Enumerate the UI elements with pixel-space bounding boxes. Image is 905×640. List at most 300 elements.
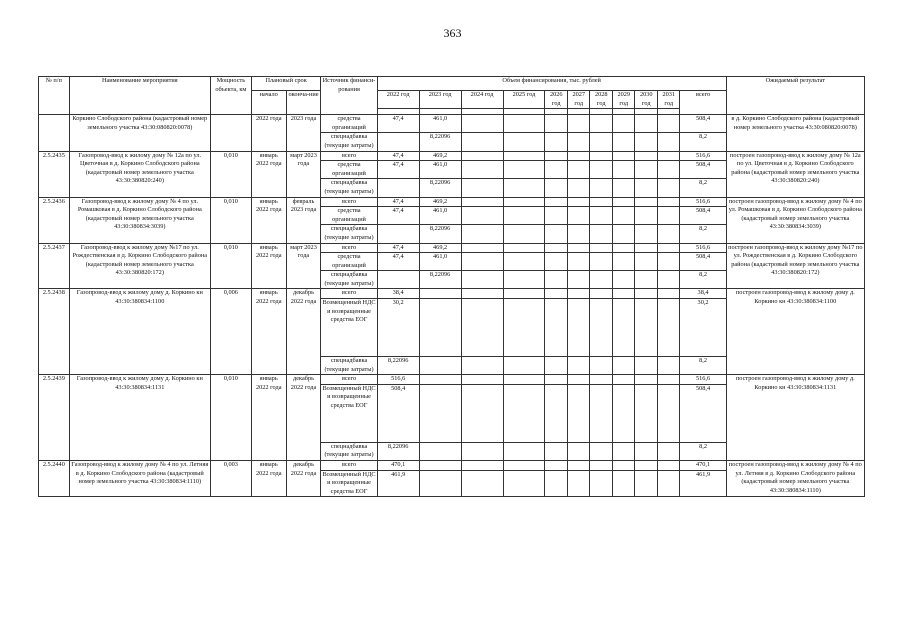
value-total: 470,1 [680, 461, 726, 471]
empty-year-cell [635, 207, 658, 225]
item-number [39, 115, 70, 151]
empty-year-cell [545, 289, 568, 299]
table-header [39, 77, 865, 115]
empty-year-cell [657, 461, 680, 471]
empty-year-cell [545, 299, 568, 357]
empty-year-cell [635, 151, 658, 161]
funding-source: средства организаций [321, 161, 377, 179]
header-num: № п/п [39, 77, 70, 115]
header-year: 2031 год [657, 91, 680, 109]
empty-year-cell [635, 289, 658, 299]
header-source: Источник финанси-рования [321, 77, 377, 115]
value-total: 8,2 [680, 442, 726, 460]
item-start: январь 2022 года [251, 375, 286, 461]
item-start: январь 2022 года [251, 151, 286, 197]
header-end: оконча-ние [286, 91, 321, 115]
empty-year-cell [567, 357, 590, 375]
empty-year-cell [461, 243, 503, 253]
empty-year-cell [612, 470, 635, 497]
empty-year-cell [503, 253, 545, 271]
funding-source: спецнадбавка (текущие затраты) [321, 179, 377, 197]
empty-year-cell [503, 161, 545, 179]
empty-year-cell [590, 461, 613, 471]
value-total: 8,2 [680, 133, 726, 151]
empty-year-cell [635, 133, 658, 151]
empty-year-cell [590, 289, 613, 299]
value-2023 [419, 375, 461, 385]
value-2022: 30,2 [377, 299, 419, 357]
value-2023: 461,0 [419, 207, 461, 225]
empty-year-cell [590, 133, 613, 151]
value-total: 8,2 [680, 357, 726, 375]
empty-year-cell [567, 151, 590, 161]
item-end: 2023 года [286, 115, 321, 151]
empty-year-cell [545, 207, 568, 225]
item-number: 2.5.2438 [39, 289, 70, 375]
value-2022: 47,4 [377, 243, 419, 253]
funding-source: всего [321, 243, 377, 253]
empty-year-cell [461, 384, 503, 442]
empty-year-cell [461, 225, 503, 243]
empty-year-cell [612, 384, 635, 442]
empty-year-cell [590, 207, 613, 225]
value-2022: 47,4 [377, 253, 419, 271]
empty-year-cell [612, 151, 635, 161]
empty-year-cell [612, 179, 635, 197]
empty-year-cell [635, 115, 658, 133]
header-year: 2022 год [377, 91, 419, 109]
empty-year-cell [657, 197, 680, 207]
item-power: 0,010 [210, 375, 251, 461]
empty-year-cell [657, 384, 680, 442]
empty-year-cell [503, 357, 545, 375]
empty-year-cell [545, 271, 568, 289]
item-start: январь 2022 года [251, 461, 286, 497]
empty-year-cell [545, 161, 568, 179]
item-number: 2.5.2437 [39, 243, 70, 289]
value-total: 461,9 [680, 470, 726, 497]
empty-year-cell [567, 179, 590, 197]
empty-year-cell [545, 115, 568, 133]
empty-year-cell [461, 197, 503, 207]
empty-year-cell [567, 225, 590, 243]
table-body [39, 115, 865, 497]
empty-year-cell [657, 299, 680, 357]
empty-year-cell [635, 197, 658, 207]
empty-year-cell [657, 375, 680, 385]
value-2023: 469,2 [419, 151, 461, 161]
empty-year-cell [657, 271, 680, 289]
item-result: построен газопровод-ввод к жилому дому № 12а по ул. Цветочная в д. Коркино Слободского района (кадастровый номер земельного участка 43:30:380820:240) [726, 151, 864, 197]
value-2023: 461,0 [419, 161, 461, 179]
page-number: 363 [443, 26, 462, 40]
empty-year-cell [545, 375, 568, 385]
funding-source: средства организаций [321, 115, 377, 133]
empty-year-cell [503, 289, 545, 299]
table-row [39, 243, 865, 253]
empty-year-cell [567, 470, 590, 497]
empty-year-cell [635, 179, 658, 197]
empty-year-cell [590, 470, 613, 497]
empty-year-cell [657, 357, 680, 375]
value-2023 [419, 442, 461, 460]
value-2022: 508,4 [377, 384, 419, 442]
item-name: Газопровод-ввод к жилому дому № 4 по ул. Ромашковая в д. Коркино Слободского района (кадастровый номер земельного участка 43:30:380834:3039) [69, 197, 210, 243]
empty-year-cell [657, 442, 680, 460]
empty-year-cell [657, 161, 680, 179]
value-2023 [419, 470, 461, 497]
value-2022 [377, 179, 419, 197]
empty-year-cell [657, 133, 680, 151]
empty-year-cell [612, 442, 635, 460]
header-year: 2025 год [503, 91, 545, 109]
value-2023 [419, 357, 461, 375]
item-result: построен газопровод-ввод к жилому дому д. Коркино кн 43:30:380834:1131 [726, 375, 864, 461]
empty-year-cell [590, 442, 613, 460]
value-total: 38,4 [680, 289, 726, 299]
funding-source: всего [321, 289, 377, 299]
value-total: 508,4 [680, 207, 726, 225]
empty-year-cell [657, 151, 680, 161]
header-year: 2030 год [635, 91, 658, 109]
value-2023: 469,2 [419, 243, 461, 253]
empty-year-cell [503, 115, 545, 133]
item-end: декабрь 2022 года [286, 375, 321, 461]
funding-source: Возмещенный НДС и возвращенные средства ЕОГ [321, 384, 377, 442]
table-row [39, 375, 865, 385]
empty-year-cell [503, 207, 545, 225]
empty-year-cell [567, 299, 590, 357]
empty-year-cell [657, 253, 680, 271]
value-total: 508,4 [680, 384, 726, 442]
value-2023: 8,22096 [419, 271, 461, 289]
value-total: 8,2 [680, 179, 726, 197]
empty-year-cell [657, 207, 680, 225]
empty-year-cell [590, 253, 613, 271]
item-number: 2.5.2439 [39, 375, 70, 461]
empty-year-cell [590, 225, 613, 243]
empty-year-cell [545, 151, 568, 161]
value-2022: 461,9 [377, 470, 419, 497]
value-total: 516,6 [680, 151, 726, 161]
empty-year-cell [590, 161, 613, 179]
header-result: Ожидаемый результат [726, 77, 864, 115]
header-total: всего [680, 91, 726, 115]
empty-year-cell [590, 151, 613, 161]
value-total: 30,2 [680, 299, 726, 357]
empty-year-cell [461, 271, 503, 289]
empty-year-cell [590, 384, 613, 442]
empty-year-cell [545, 243, 568, 253]
empty-year-cell [503, 461, 545, 471]
empty-year-cell [461, 461, 503, 471]
item-name: Коркино Слободского района (кадастровый номер земельного участка 43:30:080820:0078) [69, 115, 210, 151]
value-2022: 47,4 [377, 207, 419, 225]
funding-source: Возмещенный НДС и возвращенные средства ЕОГ [321, 299, 377, 357]
empty-year-cell [461, 133, 503, 151]
item-power: 0,010 [210, 197, 251, 243]
funding-source: средства организаций [321, 207, 377, 225]
empty-year-cell [567, 271, 590, 289]
value-total: 516,6 [680, 375, 726, 385]
empty-year-cell [503, 197, 545, 207]
empty-year-cell [567, 442, 590, 460]
value-2023 [419, 384, 461, 442]
item-start: январь 2022 года [251, 197, 286, 243]
table-row [39, 151, 865, 161]
empty-year-cell [635, 225, 658, 243]
funding-source: всего [321, 375, 377, 385]
empty-year-cell [567, 289, 590, 299]
empty-year-cell [590, 375, 613, 385]
funding-source: Возмещенный НДС и возвращенные средства ЕОГ [321, 470, 377, 497]
empty-year-cell [567, 133, 590, 151]
empty-year-cell [567, 253, 590, 271]
empty-year-cell [590, 243, 613, 253]
empty-year-cell [612, 243, 635, 253]
value-2022: 47,4 [377, 151, 419, 161]
item-number: 2.5.2436 [39, 197, 70, 243]
value-2023: 8,22096 [419, 133, 461, 151]
empty-year-cell [612, 253, 635, 271]
item-end: март 2023 года [286, 243, 321, 289]
item-result: построен газопровод-ввод к жилому дому № 4 по ул. Летняя в д. Коркино Слободского района (кадастровый номер земельного участка 43:30:380834:1110) [726, 461, 864, 497]
empty-year-cell [461, 289, 503, 299]
header-name: Наименование мероприятия [69, 77, 210, 115]
value-2022 [377, 133, 419, 151]
item-result: построен газопровод-ввод к жилому дому №17 по ул. Рождественская в д. Коркино Слободского района (кадастровый номер земельного участка 43:30:380820:172) [726, 243, 864, 289]
value-2022: 47,4 [377, 161, 419, 179]
empty-year-cell [461, 115, 503, 133]
empty-year-cell [567, 375, 590, 385]
empty-year-cell [635, 243, 658, 253]
empty-year-cell [567, 243, 590, 253]
empty-year-cell [503, 151, 545, 161]
empty-year-cell [612, 197, 635, 207]
empty-year-cell [590, 197, 613, 207]
header-start: начало [251, 91, 286, 115]
empty-year-cell [590, 179, 613, 197]
empty-year-cell [461, 375, 503, 385]
item-result: в д. Коркино Слободского района (кадастровый номер земельного участка 43:30:080820:0078) [726, 115, 864, 151]
value-2022: 516,6 [377, 375, 419, 385]
funding-source: всего [321, 151, 377, 161]
funding-source: спецнадбавка (текущие затраты) [321, 225, 377, 243]
empty-year-cell [635, 161, 658, 179]
value-2022 [377, 225, 419, 243]
table-row [39, 461, 865, 471]
value-total: 516,6 [680, 243, 726, 253]
empty-year-cell [635, 470, 658, 497]
empty-year-cell [503, 375, 545, 385]
value-2023: 461,0 [419, 115, 461, 133]
empty-year-cell [590, 357, 613, 375]
empty-year-cell [461, 161, 503, 179]
item-name: Газопровод-ввод к жилому дому №17 по ул. Рождественская в д. Коркино Слободского района (кадастровый номер земельного участка 43:30:380820:172) [69, 243, 210, 289]
empty-year-cell [657, 243, 680, 253]
empty-year-cell [461, 253, 503, 271]
empty-year-cell [461, 151, 503, 161]
header-year: 2028 год [590, 91, 613, 109]
value-2022: 8,22096 [377, 442, 419, 460]
item-end: декабрь 2022 года [286, 289, 321, 375]
header-power: Мощность объекта, км [210, 77, 251, 115]
empty-year-cell [657, 179, 680, 197]
empty-year-cell [657, 289, 680, 299]
item-power: 0,006 [210, 289, 251, 375]
item-power: 0,010 [210, 243, 251, 289]
empty-year-cell [461, 470, 503, 497]
empty-year-cell [545, 133, 568, 151]
empty-year-cell [461, 442, 503, 460]
item-name: Газопровод-ввод к жилому дому № 12а по ул. Цветочная в д. Коркино Слободского района (кадастровый номер земельного участка 43:30:380820:240) [69, 151, 210, 197]
empty-year-cell [567, 197, 590, 207]
empty-year-cell [635, 384, 658, 442]
empty-year-cell [545, 461, 568, 471]
item-start: 2022 года [251, 115, 286, 151]
value-2022: 38,4 [377, 289, 419, 299]
item-number: 2.5.2440 [39, 461, 70, 497]
empty-year-cell [503, 225, 545, 243]
empty-year-cell [612, 461, 635, 471]
header-volume: Объем финансирования, тыс. рублей [377, 77, 726, 91]
funding-source: всего [321, 197, 377, 207]
empty-year-cell [461, 357, 503, 375]
funding-source: спецнадбавка (текущие затраты) [321, 133, 377, 151]
value-total: 508,4 [680, 161, 726, 179]
empty-year-cell [612, 133, 635, 151]
value-2023 [419, 461, 461, 471]
item-power: 0,010 [210, 151, 251, 197]
empty-year-cell [545, 179, 568, 197]
item-end: февраль 2023 года [286, 197, 321, 243]
value-total: 508,4 [680, 115, 726, 133]
item-start: январь 2022 года [251, 289, 286, 375]
value-2022: 47,4 [377, 197, 419, 207]
value-total: 508,4 [680, 253, 726, 271]
empty-year-cell [635, 253, 658, 271]
empty-year-cell [657, 470, 680, 497]
empty-year-cell [461, 179, 503, 197]
empty-year-cell [545, 384, 568, 442]
value-2022: 470,1 [377, 461, 419, 471]
empty-year-cell [503, 243, 545, 253]
value-2022: 47,4 [377, 115, 419, 133]
header-year: 2023 год [419, 91, 461, 109]
value-total: 8,2 [680, 271, 726, 289]
empty-year-cell [503, 133, 545, 151]
value-total: 8,2 [680, 225, 726, 243]
item-result: построен газопровод-ввод к жилому дому д. Коркино кн 43:30:380834:1100 [726, 289, 864, 375]
empty-year-cell [612, 225, 635, 243]
empty-year-cell [567, 207, 590, 225]
value-total: 516,6 [680, 197, 726, 207]
value-2022: 8,22096 [377, 357, 419, 375]
table-row [39, 197, 865, 207]
empty-year-cell [635, 461, 658, 471]
empty-year-cell [545, 197, 568, 207]
empty-year-cell [503, 271, 545, 289]
header-year: 2024 год [461, 91, 503, 109]
empty-year-cell [545, 442, 568, 460]
value-2023: 461,0 [419, 253, 461, 271]
funding-source: спецнадбавка (текущие затраты) [321, 271, 377, 289]
empty-year-cell [635, 357, 658, 375]
item-name: Газопровод-ввод к жилому дому д. Коркино кн 43:30:380834:1100 [69, 289, 210, 375]
table-row [39, 289, 865, 299]
funding-source: средства организаций [321, 253, 377, 271]
funding-source: спецнадбавка (текущие затраты) [321, 442, 377, 460]
value-2023 [419, 289, 461, 299]
item-name: Газопровод-ввод к жилому дому д. Коркино кн 43:30:380834:1131 [69, 375, 210, 461]
value-2023: 8,22096 [419, 225, 461, 243]
empty-year-cell [567, 115, 590, 133]
empty-year-cell [612, 161, 635, 179]
empty-year-cell [567, 461, 590, 471]
value-2023 [419, 299, 461, 357]
empty-year-cell [612, 375, 635, 385]
header-year: 2027 год [567, 91, 590, 109]
item-result: построен газопровод-ввод к жилому дому № 4 по ул. Ромашковая в д. Коркино Слободского района (кадастровый номер земельного участка 43:30:380834:3039) [726, 197, 864, 243]
financing-table [38, 76, 865, 497]
value-2023: 469,2 [419, 197, 461, 207]
empty-year-cell [612, 207, 635, 225]
empty-year-cell [503, 179, 545, 197]
empty-year-cell [590, 299, 613, 357]
empty-year-cell [503, 299, 545, 357]
empty-year-cell [567, 384, 590, 442]
empty-year-cell [545, 253, 568, 271]
empty-year-cell [635, 271, 658, 289]
empty-year-cell [612, 357, 635, 375]
empty-year-cell [635, 375, 658, 385]
empty-year-cell [590, 115, 613, 133]
empty-year-cell [545, 470, 568, 497]
empty-year-cell [657, 225, 680, 243]
empty-year-cell [612, 271, 635, 289]
item-start: январь 2022 года [251, 243, 286, 289]
header-period: Плановый срок [251, 77, 321, 91]
item-power: 0,003 [210, 461, 251, 497]
empty-year-cell [635, 442, 658, 460]
value-2023: 8,22096 [419, 179, 461, 197]
empty-year-cell [567, 161, 590, 179]
empty-year-cell [545, 225, 568, 243]
header-year: 2026 год [545, 91, 568, 109]
table-row [39, 115, 865, 133]
value-2022 [377, 271, 419, 289]
empty-year-cell [461, 299, 503, 357]
empty-year-cell [612, 299, 635, 357]
empty-year-cell [657, 115, 680, 133]
empty-year-cell [503, 384, 545, 442]
item-end: март 2023 года [286, 151, 321, 197]
empty-year-cell [503, 470, 545, 497]
item-name: Газопровод-ввод к жилому дому № 4 по ул. Летняя в д. Коркино Слободского района (кадастровый номер земельного участка 43:30:380834:1110) [69, 461, 210, 497]
empty-year-cell [503, 442, 545, 460]
empty-year-cell [635, 299, 658, 357]
funding-source: всего [321, 461, 377, 471]
empty-year-cell [612, 289, 635, 299]
empty-year-cell [590, 271, 613, 289]
item-end: декабрь 2022 года [286, 461, 321, 497]
header-year: 2029 год [612, 91, 635, 109]
funding-source: спецнадбавка (текущие затраты) [321, 357, 377, 375]
empty-year-cell [612, 115, 635, 133]
empty-year-cell [461, 207, 503, 225]
item-power [210, 115, 251, 151]
empty-year-cell [545, 357, 568, 375]
